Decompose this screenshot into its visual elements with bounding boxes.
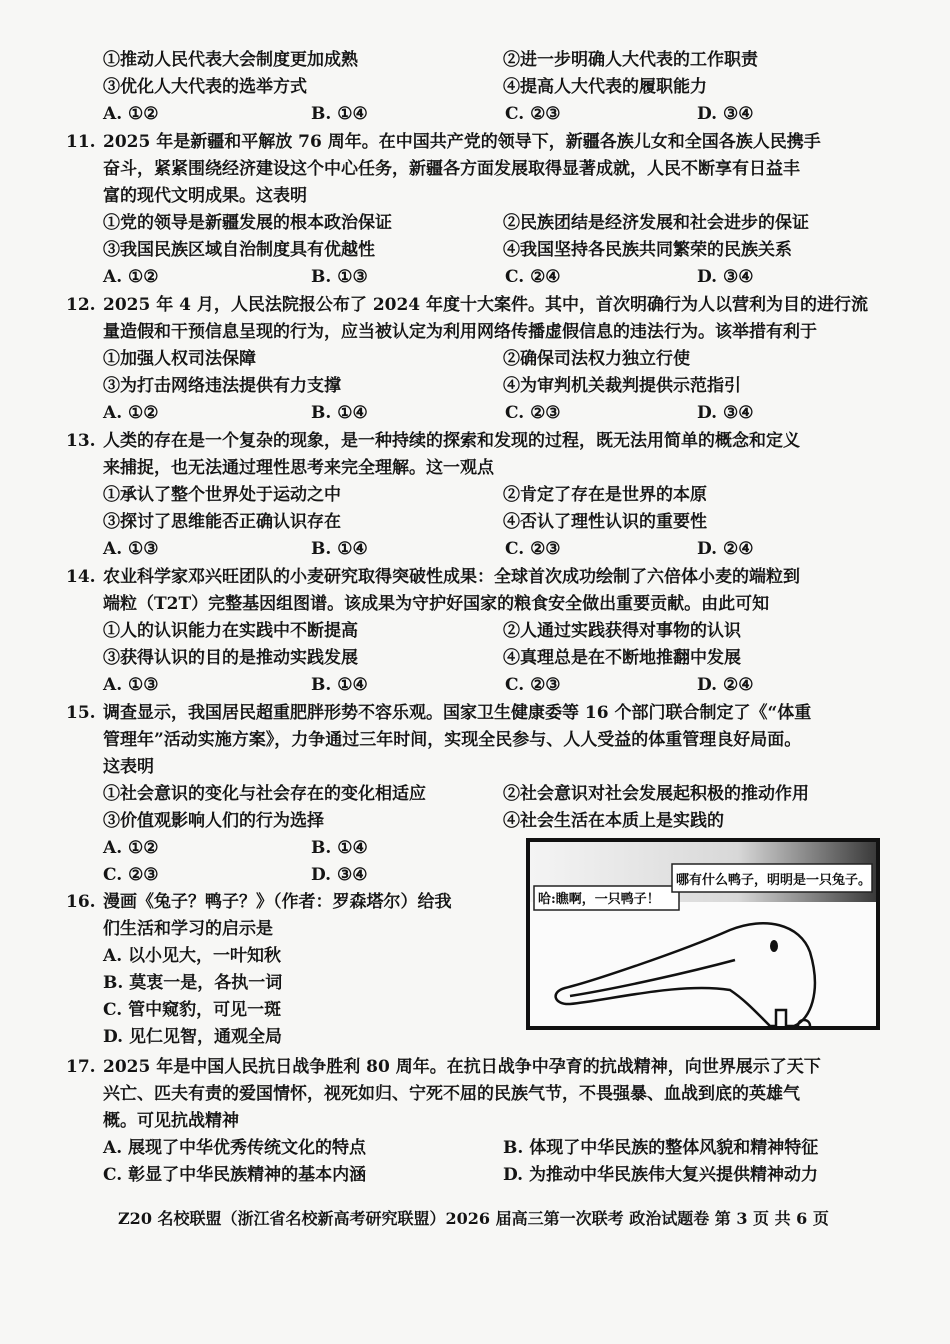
q10-answer-b: B. ①④ (311, 104, 368, 124)
q13-answer-c: C. ②③ (505, 539, 561, 559)
q14-option-4: ④真理总是在不断地推翻中发展 (503, 648, 741, 668)
q15-stem-line-2: 管理年”活动实施方案》，力争通过三年时间，实现全民参与、人人受益的体重管理良好局面。 (103, 730, 802, 750)
q12-answer-b: B. ①④ (311, 403, 368, 423)
q15-stem-line-1: 调查显示，我国居民超重肥胖形势不容乐观。国家卫生健康委等 16 个部门联合制定了《“体重 (103, 703, 812, 723)
q15-option-2: ②社会意识对社会发展起积极的推动作用 (503, 784, 809, 804)
q14-option-2: ②人通过实践获得对事物的认识 (503, 621, 741, 641)
q14-answer-d: D. ②④ (697, 675, 754, 695)
q10-option-4: ④提高人大代表的履职能力 (503, 77, 707, 97)
q17-answer-a: A. 展现了中华优秀传统文化的特点 (103, 1138, 367, 1158)
q12-option-1: ①加强人权司法保障 (103, 349, 256, 369)
q14-number: 14. (66, 567, 96, 587)
rabbit-duck-outline (556, 923, 815, 1026)
q15-option-3: ③价值观影响人们的行为选择 (103, 811, 324, 831)
q15-answer-a: A. ①② (103, 838, 159, 858)
q11-answer-b: B. ①③ (311, 267, 368, 287)
q13-answer-d: D. ②④ (697, 539, 754, 559)
q12-option-3: ③为打击网络违法提供有力支撑 (103, 376, 341, 396)
q16-answer-d: D. 见仁见智，通观全局 (103, 1027, 282, 1047)
rabbit-duck-drawing (530, 842, 876, 1026)
q11-stem-line-2: 奋斗，紧紧围绕经济建设这个中心任务，新疆各方面发展取得显著成就，人民不断享有日益丰 (103, 159, 800, 179)
q17-number: 17. (66, 1057, 96, 1077)
q11-option-1: ①党的领导是新疆发展的根本政治保证 (103, 213, 392, 233)
neck-curve (798, 1020, 810, 1026)
q12-option-2: ②确保司法权力独立行使 (503, 349, 690, 369)
q11-number: 11. (66, 132, 96, 152)
q17-stem-line-1: 2025 年是中国人民抗日战争胜利 80 周年。在抗日战争中孕育的抗战精神，向世界展示了天下 (103, 1057, 821, 1077)
q16-stem-line-1: 漫画《兔子？鸭子？》（作者：罗森塔尔）给我 (103, 892, 452, 912)
page-footer: Z20 名校联盟（浙江省名校新高考研究联盟）2026 届高三第一次联考 政治试题卷 第 3 页 共 6 页 (118, 1209, 829, 1228)
q13-option-2: ②肯定了存在是世界的本原 (503, 485, 707, 505)
q10-answer-c: C. ②③ (505, 104, 561, 124)
q17-answer-c: C. 彰显了中华民族精神的基本内涵 (103, 1165, 367, 1185)
q13-answer-b: B. ①④ (311, 539, 368, 559)
q10-option-1: ①推动人民代表大会制度更加成熟 (103, 50, 358, 70)
q12-stem-line-2: 量造假和干预信息呈现的行为，应当被认定为利用网络传播虚假信息的违法行为。该举措有利于 (103, 322, 817, 342)
q15-answer-b: B. ①④ (311, 838, 368, 858)
q17-answer-d: D. 为推动中华民族伟大复兴提供精神动力 (503, 1165, 818, 1185)
q13-number: 13. (66, 431, 96, 451)
q11-stem-line-1: 2025 年是新疆和平解放 76 周年。在中国共产党的领导下，新疆各族儿女和全国各族人民携手 (103, 132, 821, 152)
q15-option-4: ④社会生活在本质上是实践的 (503, 811, 724, 831)
q13-option-4: ④否认了理性认识的重要性 (503, 512, 707, 532)
q11-option-2: ②民族团结是经济发展和社会进步的保证 (503, 213, 809, 233)
q10-option-2: ②进一步明确人大代表的工作职责 (503, 50, 758, 70)
q15-number: 15. (66, 703, 96, 723)
q14-option-3: ③获得认识的目的是推动实践发展 (103, 648, 358, 668)
q16-answer-b: B. 莫衷一是，各执一词 (103, 973, 283, 993)
q11-option-4: ④我国坚持各民族共同繁荣的民族关系 (503, 240, 792, 260)
q12-answer-a: A. ①② (103, 403, 159, 423)
q14-stem-line-2: 端粒（T2T）完整基因组图谱。该成果为守护好国家的粮食安全做出重要贡献。由此可知 (103, 594, 770, 614)
bubble-right-text: 哪有什么鸭子，明明是一只兔子。 (676, 873, 872, 888)
q13-option-1: ①承认了整个世界处于运动之中 (103, 485, 341, 505)
q14-answer-a: A. ①③ (103, 675, 159, 695)
q11-answer-c: C. ②④ (505, 267, 561, 287)
q10-option-3: ③优化人大代表的选举方式 (103, 77, 307, 97)
q13-option-3: ③探讨了思维能否正确认识存在 (103, 512, 341, 532)
q14-answer-b: B. ①④ (311, 675, 368, 695)
q11-answer-d: D. ③④ (697, 267, 754, 287)
q12-number: 12. (66, 295, 96, 315)
q13-answer-a: A. ①③ (103, 539, 159, 559)
q16-answer-c: C. 管中窥豹，可见一斑 (103, 1000, 282, 1020)
q16-number: 16. (66, 892, 96, 912)
q12-stem-line-1: 2025 年 4 月，人民法院报公布了 2024 年度十大案件。其中，首次明确行为人以营利为目的进行流 (103, 295, 869, 315)
q15-option-1: ①社会意识的变化与社会存在的变化相适应 (103, 784, 426, 804)
q16-answer-a: A. 以小见大，一叶知秋 (103, 946, 282, 966)
q12-option-4: ④为审判机关裁判提供示范指引 (503, 376, 741, 396)
q12-answer-d: D. ③④ (697, 403, 754, 423)
rabbit-duck-cartoon (526, 838, 880, 1030)
q14-answer-c: C. ②③ (505, 675, 561, 695)
q11-option-3: ③我国民族区域自治制度具有优越性 (103, 240, 375, 260)
q13-stem-line-2: 来捕捉，也无法通过理性思考来完全理解。这一观点 (103, 458, 494, 478)
q17-answer-b: B. 体现了中华民族的整体风貌和精神特征 (503, 1138, 819, 1158)
q17-stem-line-2: 兴亡、匹夫有责的爱国情怀，视死如归、宁死不屈的民族气节，不畏强暴、血战到底的英雄气 (103, 1084, 800, 1104)
q10-answer-d: D. ③④ (697, 104, 754, 124)
eye-icon (770, 940, 778, 952)
q15-answer-c: C. ②③ (103, 865, 159, 885)
q10-answer-a: A. ①② (103, 104, 159, 124)
q15-answer-d: D. ③④ (311, 865, 368, 885)
q11-stem-line-3: 富的现代文明成果。这表明 (103, 186, 307, 206)
q16-stem-line-2: 们生活和学习的启示是 (103, 919, 273, 939)
q17-stem-line-3: 概。可见抗战精神 (103, 1111, 239, 1131)
q15-stem-line-3: 这表明 (103, 757, 154, 777)
q12-answer-c: C. ②③ (505, 403, 561, 423)
q14-stem-line-1: 农业科学家邓兴旺团队的小麦研究取得突破性成果：全球首次成功绘制了六倍体小麦的端粒到 (103, 567, 800, 587)
q11-answer-a: A. ①② (103, 267, 159, 287)
q13-stem-line-1: 人类的存在是一个复杂的现象，是一种持续的探索和发现的过程，既无法用简单的概念和定义 (103, 431, 800, 451)
q14-option-1: ①人的认识能力在实践中不断提高 (103, 621, 358, 641)
bubble-left-text: 哈:瞧啊，一只鸭子！ (538, 892, 660, 907)
